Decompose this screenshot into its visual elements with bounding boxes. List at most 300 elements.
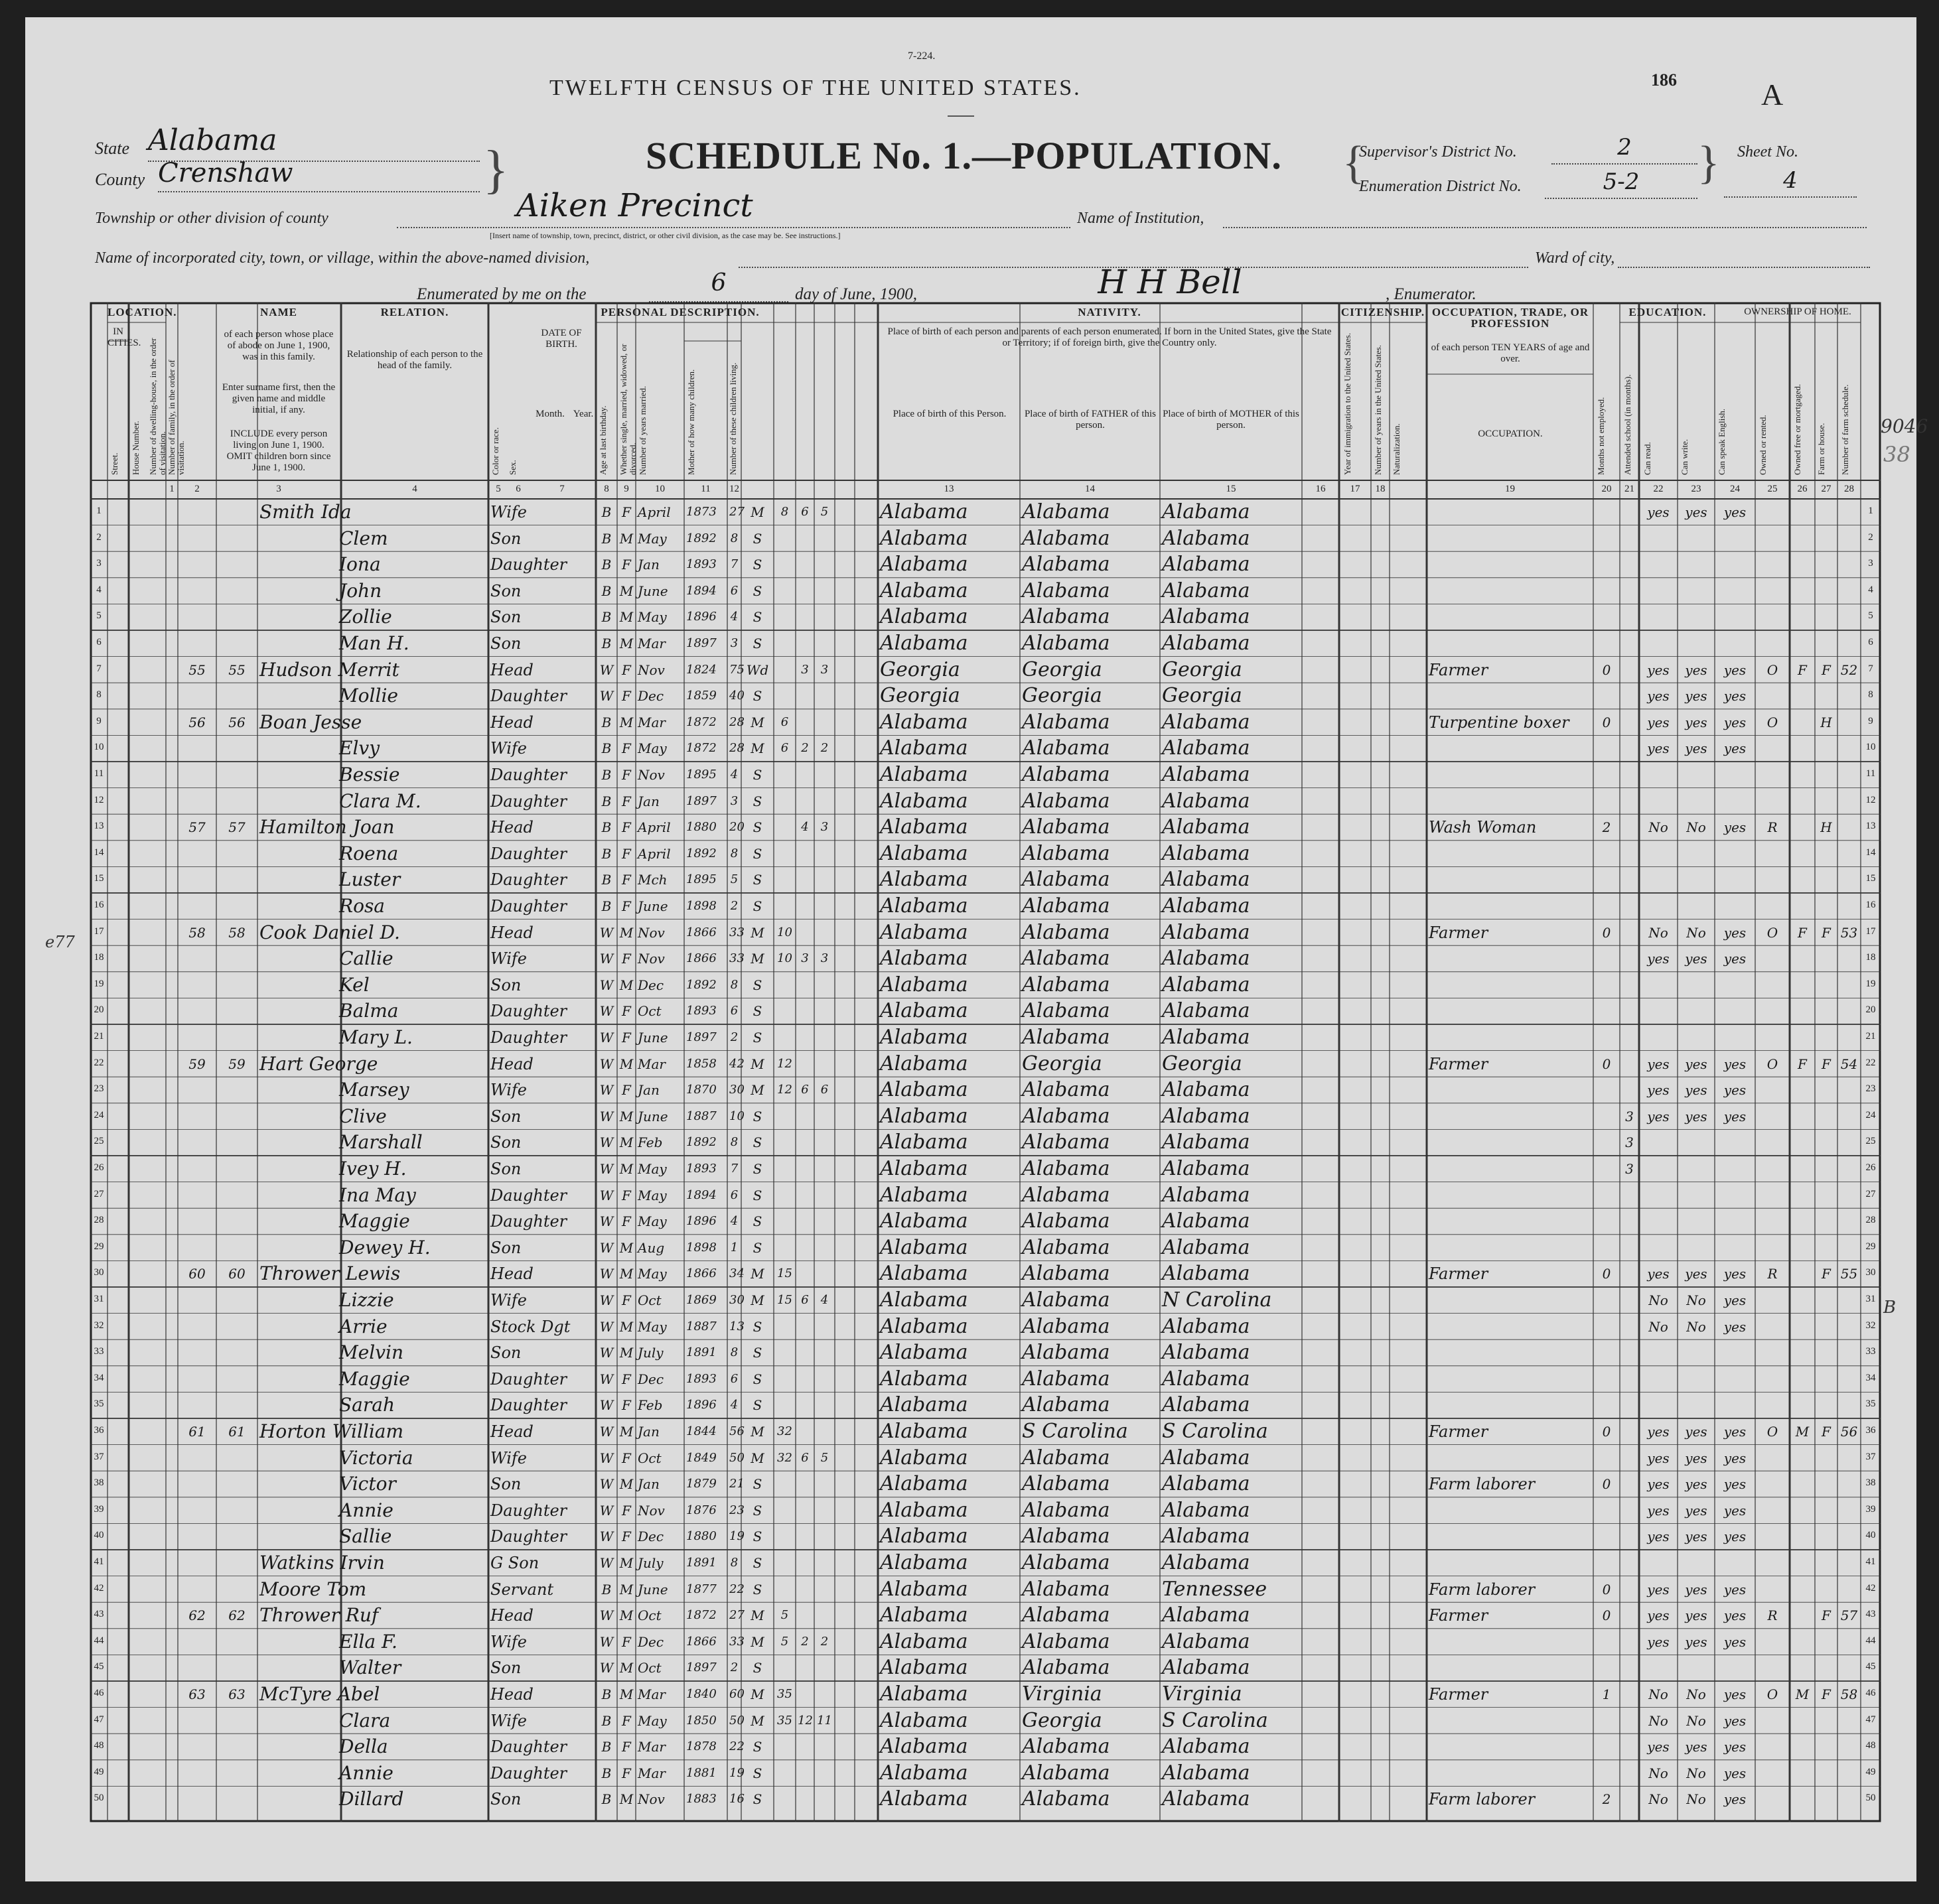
cell-name: Horton William xyxy=(259,1420,404,1442)
cell-moc xyxy=(798,1314,812,1340)
line-number-right: 41 xyxy=(1865,1556,1876,1567)
cell-read xyxy=(1641,525,1676,552)
line-number-right: 11 xyxy=(1865,768,1876,779)
cell-moc xyxy=(798,1681,812,1708)
cell-cl: 3 xyxy=(820,662,829,677)
cell-read xyxy=(1641,762,1676,788)
line-number-left: 13 xyxy=(94,821,104,832)
cell-moc xyxy=(798,1418,812,1445)
line-number-left: 14 xyxy=(94,847,104,858)
cell-cl xyxy=(816,1602,833,1629)
cell-year: 1894 xyxy=(686,1188,717,1202)
cell-fam xyxy=(218,630,255,657)
cell-fob: Alabama xyxy=(1022,736,1110,760)
cell-ms: S xyxy=(753,845,762,862)
cell-color: W xyxy=(599,1633,614,1650)
cell-occ xyxy=(1429,1760,1591,1787)
cell-free xyxy=(1792,1760,1813,1787)
cell-write xyxy=(1680,525,1713,552)
cell-year: 1878 xyxy=(686,1739,717,1754)
cell-read: yes xyxy=(1647,661,1670,678)
cell-fh: F xyxy=(1822,1607,1831,1624)
cell-occ xyxy=(1429,1392,1591,1418)
cell-sch xyxy=(1622,657,1637,683)
cell-ym xyxy=(776,1734,794,1760)
cell-fh xyxy=(1817,578,1835,604)
cell-occ: Farm laborer xyxy=(1429,1475,1536,1494)
cell-dw xyxy=(180,525,214,552)
cell-rel: Daughter xyxy=(490,555,567,575)
cell-read xyxy=(1641,1392,1676,1418)
cell-ym: 10 xyxy=(777,951,792,966)
cell-fob: Alabama xyxy=(1022,1341,1110,1365)
cell-rel: Daughter xyxy=(490,766,567,784)
cell-occ: Farmer xyxy=(1429,1264,1488,1284)
cell-dw xyxy=(180,1208,214,1235)
cell-age: 4 xyxy=(730,610,739,624)
cell-moc: 2 xyxy=(801,741,809,756)
cell-rel: Head xyxy=(490,1422,534,1441)
cell-write: No xyxy=(1686,1791,1706,1808)
cell-occ xyxy=(1429,499,1591,525)
cell-fob: Alabama xyxy=(1022,1472,1110,1496)
header-location: LOCATION. xyxy=(108,306,177,318)
cell-occ xyxy=(1429,1314,1591,1340)
cell-pob: Alabama xyxy=(880,1787,968,1811)
cell-color: W xyxy=(599,1502,614,1519)
cell-free xyxy=(1792,1471,1813,1497)
line-number-right: 28 xyxy=(1865,1215,1876,1226)
cell-fob: Alabama xyxy=(1022,1498,1110,1522)
cell-read: yes xyxy=(1647,1108,1670,1124)
cell-sch xyxy=(1622,551,1637,578)
cell-mob: Alabama xyxy=(1162,632,1250,655)
cell-fh xyxy=(1817,1182,1835,1209)
cell-fob: Georgia xyxy=(1022,1052,1102,1075)
cell-fh xyxy=(1817,998,1835,1024)
cell-sex: F xyxy=(622,1450,631,1466)
cell-fam xyxy=(218,1235,255,1261)
cell-write: yes xyxy=(1685,1082,1707,1099)
cell-fob: S Carolina xyxy=(1022,1420,1128,1443)
cell-color: W xyxy=(599,1055,614,1072)
cell-year: 1866 xyxy=(686,925,717,939)
cell-year: 1897 xyxy=(686,1661,717,1675)
line-number-right: 50 xyxy=(1865,1793,1876,1804)
cell-sex: F xyxy=(622,1213,631,1230)
cell-ms: M xyxy=(751,1424,764,1440)
cell-fam xyxy=(218,735,255,762)
cell-occ xyxy=(1429,945,1591,972)
cell-mob: Alabama xyxy=(1162,1498,1250,1522)
cell-fam: 60 xyxy=(228,1266,246,1282)
cell-fam xyxy=(218,1129,255,1156)
cell-sch xyxy=(1622,1024,1637,1051)
cell-age: 6 xyxy=(730,583,739,598)
cell-mob: Virginia xyxy=(1162,1682,1242,1706)
cell-pob: Alabama xyxy=(880,1551,968,1574)
cell-write: yes xyxy=(1685,1739,1707,1755)
line-number-left: 28 xyxy=(94,1215,104,1226)
cell-write xyxy=(1680,1550,1713,1576)
cell-mu xyxy=(1595,1103,1618,1130)
header-free-mortgaged: Owned free or mortgaged. xyxy=(1792,383,1802,475)
line-number-right: 10 xyxy=(1865,742,1876,753)
cell-rel: Stock Dgt xyxy=(490,1317,571,1336)
cell-pob: Alabama xyxy=(880,632,968,655)
cell-ms: S xyxy=(753,977,762,993)
cell-own xyxy=(1757,1471,1788,1497)
column-number: 23 xyxy=(1691,484,1701,494)
cell-sex: F xyxy=(622,1739,631,1755)
cell-speak: yes xyxy=(1723,504,1747,520)
header-sex: Sex. xyxy=(508,460,518,475)
line-number-left: 30 xyxy=(94,1267,104,1278)
cell-fob: Alabama xyxy=(1022,1314,1110,1338)
cell-dw xyxy=(180,1497,214,1524)
cell-fs xyxy=(1839,1734,1859,1760)
cell-moc: 3 xyxy=(801,662,809,677)
margin-note-left: e77 xyxy=(45,933,75,951)
cell-mob: Alabama xyxy=(1162,736,1250,760)
cell-ms: S xyxy=(753,1318,762,1335)
cell-month: Jan xyxy=(638,1476,660,1493)
cell-pob: Alabama xyxy=(880,1603,968,1627)
cell-sex: F xyxy=(622,898,631,914)
cell-speak xyxy=(1717,1550,1753,1576)
cell-rel: Daughter xyxy=(490,791,567,811)
cell-ms: S xyxy=(753,636,762,651)
cell-moc xyxy=(798,1208,812,1235)
cell-free xyxy=(1792,1287,1813,1314)
cell-fh xyxy=(1817,1287,1835,1314)
cell-age: 19 xyxy=(729,1529,745,1544)
cell-write xyxy=(1680,1182,1713,1209)
cell-moc xyxy=(798,1392,812,1418)
cell-year: 1880 xyxy=(686,820,717,835)
cell-fh xyxy=(1817,630,1835,657)
cell-read xyxy=(1641,893,1676,919)
cell-ms: S xyxy=(753,872,762,888)
cell-mob: Alabama xyxy=(1162,1262,1250,1286)
cell-moc: 6 xyxy=(801,1293,809,1307)
cell-age: 23 xyxy=(729,1503,745,1517)
cell-mu: 0 xyxy=(1602,924,1611,941)
column-number: 22 xyxy=(1653,484,1664,494)
cell-fob: Alabama xyxy=(1022,1629,1110,1653)
cell-fh xyxy=(1817,683,1835,709)
cell-mu: 0 xyxy=(1602,1581,1611,1598)
cell-read xyxy=(1641,578,1676,604)
cell-write: yes xyxy=(1685,1476,1707,1493)
cell-cl xyxy=(816,998,833,1024)
cell-mob: S Carolina xyxy=(1162,1708,1268,1732)
cell-age: 19 xyxy=(729,1765,745,1780)
cell-fob: Alabama xyxy=(1022,763,1110,786)
cell-fob: Alabama xyxy=(1022,999,1110,1023)
county-label: County xyxy=(95,170,145,189)
cell-sch xyxy=(1622,762,1637,788)
cell-fh xyxy=(1817,525,1835,552)
cell-pob: Alabama xyxy=(880,999,968,1023)
cell-speak: yes xyxy=(1723,1082,1747,1099)
cell-name: Marsey xyxy=(339,1079,409,1101)
cell-name: Moore Tom xyxy=(259,1578,367,1600)
cell-fh xyxy=(1817,1445,1835,1471)
cell-ym xyxy=(776,604,794,630)
column-number: 14 xyxy=(1085,484,1095,494)
cell-year: 1872 xyxy=(686,1608,717,1623)
cell-speak xyxy=(1717,788,1753,815)
header-can-read: Can read. xyxy=(1642,442,1652,475)
line-number-left: 41 xyxy=(94,1556,104,1567)
cell-moc xyxy=(798,1602,812,1629)
header-farm-house: Farm or house. xyxy=(1816,423,1826,475)
cell-mob: Alabama xyxy=(1162,947,1250,971)
cell-sex: M xyxy=(619,1555,634,1571)
cell-cl xyxy=(816,1392,833,1418)
column-number: 12 xyxy=(729,484,739,494)
cell-own xyxy=(1757,1129,1788,1156)
cell-sex: F xyxy=(622,845,631,862)
cell-own: O xyxy=(1766,1686,1778,1702)
cell-sex: F xyxy=(622,1765,631,1781)
cell-moc xyxy=(798,578,812,604)
cell-month: Mch xyxy=(638,872,668,888)
cell-own xyxy=(1757,735,1788,762)
cell-rel: Son xyxy=(490,1107,522,1126)
cell-speak xyxy=(1717,578,1753,604)
line-number-right: 37 xyxy=(1865,1451,1876,1462)
cell-mu xyxy=(1595,1392,1618,1418)
cell-sch xyxy=(1622,893,1637,919)
column-number: 27 xyxy=(1821,484,1831,494)
cell-color: W xyxy=(599,1082,614,1099)
cell-pob: Alabama xyxy=(880,1209,968,1233)
cell-fh xyxy=(1817,841,1835,867)
cell-name: Victor xyxy=(339,1473,396,1495)
cell-sex: M xyxy=(619,1424,634,1440)
cell-month: Nov xyxy=(638,661,665,678)
line-number-left: 39 xyxy=(94,1503,104,1515)
line-number-right: 23 xyxy=(1865,1083,1876,1095)
cell-dw xyxy=(180,578,214,604)
cell-cl xyxy=(816,1734,833,1760)
line-number-right: 26 xyxy=(1865,1162,1876,1173)
cell-mob: Tennessee xyxy=(1162,1577,1267,1601)
cell-color: W xyxy=(599,1003,614,1020)
cell-write: yes xyxy=(1685,661,1707,678)
cell-read: yes xyxy=(1647,714,1670,730)
cell-sex: F xyxy=(622,661,631,678)
line-number-left: 35 xyxy=(94,1398,104,1410)
cell-occ xyxy=(1429,735,1591,762)
cell-age: 2 xyxy=(730,1030,739,1044)
cell-dw xyxy=(180,1129,214,1156)
cell-color: B xyxy=(601,557,612,573)
cell-pob: Alabama xyxy=(880,605,968,629)
cell-mob: Alabama xyxy=(1162,605,1250,629)
cell-fob: Alabama xyxy=(1022,1183,1110,1207)
cell-fs xyxy=(1839,1523,1859,1550)
cell-fob: Alabama xyxy=(1022,920,1110,944)
cell-fob: Georgia xyxy=(1022,684,1102,708)
cell-fs: 58 xyxy=(1840,1686,1858,1702)
cell-read: No xyxy=(1648,1292,1668,1308)
cell-color: W xyxy=(599,977,614,993)
cell-sex: M xyxy=(619,530,634,547)
cell-age: 4 xyxy=(730,1214,739,1229)
cell-pob: Alabama xyxy=(880,1708,968,1732)
cell-cl xyxy=(816,551,833,578)
cell-cl xyxy=(816,866,833,893)
line-number-left: 26 xyxy=(94,1162,104,1173)
cell-own: R xyxy=(1767,1266,1778,1282)
cell-sch xyxy=(1622,525,1637,552)
cell-cl xyxy=(816,1681,833,1708)
cell-occ xyxy=(1429,630,1591,657)
cell-ms: S xyxy=(753,609,762,626)
cell-own: O xyxy=(1766,661,1778,678)
cell-ym: 35 xyxy=(777,1687,792,1701)
cell-own xyxy=(1757,1314,1788,1340)
cell-year: 1895 xyxy=(686,768,717,782)
cell-speak xyxy=(1717,1366,1753,1393)
cell-occ xyxy=(1429,1497,1591,1524)
header-education: EDUCATION. xyxy=(1628,306,1707,318)
cell-moc xyxy=(798,1156,812,1182)
cell-own xyxy=(1757,1287,1788,1314)
cell-fam xyxy=(218,972,255,998)
cell-sex: M xyxy=(619,714,634,730)
column-number: 20 xyxy=(1601,484,1612,494)
cell-age: 2 xyxy=(730,899,739,913)
cell-free xyxy=(1792,630,1813,657)
cell-read: yes xyxy=(1647,1502,1670,1519)
cell-fam xyxy=(218,1576,255,1603)
cell-pob: Alabama xyxy=(880,1472,968,1496)
cell-cl xyxy=(816,1786,833,1812)
cell-fh xyxy=(1817,1366,1835,1393)
cell-fob: Alabama xyxy=(1022,841,1110,865)
cell-sex: F xyxy=(622,557,631,573)
cell-moc xyxy=(798,604,812,630)
cell-mob: Alabama xyxy=(1162,868,1250,892)
cell-fam: 59 xyxy=(228,1055,246,1072)
cell-mu xyxy=(1595,1760,1618,1787)
cell-ym xyxy=(776,1156,794,1182)
cell-sch xyxy=(1622,1708,1637,1734)
cell-year: 1866 xyxy=(686,1266,717,1281)
cell-color: W xyxy=(599,1371,614,1387)
cell-sex: M xyxy=(619,1660,634,1676)
line-number-left: 10 xyxy=(94,742,104,753)
cell-occ xyxy=(1429,866,1591,893)
header-street: Street. xyxy=(109,452,119,475)
cell-name: McTyre Abel xyxy=(259,1683,380,1705)
cell-dw xyxy=(180,1550,214,1576)
cell-rel: Servant xyxy=(490,1580,554,1599)
cell-write xyxy=(1680,1339,1713,1366)
cell-mob: Alabama xyxy=(1162,1026,1250,1049)
cell-fam: 62 xyxy=(228,1607,246,1624)
cell-moc xyxy=(798,709,812,736)
cell-age: 42 xyxy=(729,1056,745,1071)
enumerated-day: 6 xyxy=(649,269,788,303)
cell-age: 50 xyxy=(729,1450,745,1465)
cell-mob: Alabama xyxy=(1162,1525,1250,1548)
line-number-left: 2 xyxy=(96,531,102,543)
cell-age: 40 xyxy=(729,689,745,703)
cell-fh xyxy=(1817,1523,1835,1550)
cell-pob: Alabama xyxy=(880,553,968,577)
cell-cl xyxy=(816,1051,833,1077)
cell-fs xyxy=(1839,578,1859,604)
cell-rel: G Son xyxy=(490,1554,539,1572)
cell-name: Ella F. xyxy=(339,1630,397,1653)
cell-color: B xyxy=(601,740,612,757)
cell-read xyxy=(1641,1024,1676,1051)
cell-ym xyxy=(776,1760,794,1787)
cell-speak: yes xyxy=(1723,1686,1747,1702)
cell-read: yes xyxy=(1647,504,1670,520)
cell-moc: 6 xyxy=(801,1083,809,1097)
cell-occ xyxy=(1429,1445,1591,1471)
cell-write xyxy=(1680,1392,1713,1418)
cell-fs xyxy=(1839,1208,1859,1235)
cell-age: 60 xyxy=(729,1687,745,1701)
cell-pob: Georgia xyxy=(880,684,960,708)
cell-ym xyxy=(776,1024,794,1051)
cell-own xyxy=(1757,1708,1788,1734)
line-number-left: 1 xyxy=(96,506,102,516)
cell-pob: Alabama xyxy=(880,1735,968,1759)
cell-mob: Alabama xyxy=(1162,1209,1250,1233)
cell-fh xyxy=(1817,1786,1835,1812)
cell-read xyxy=(1641,1339,1676,1366)
cell-pob: Alabama xyxy=(880,1498,968,1522)
cell-name: Dillard xyxy=(339,1788,404,1810)
cell-mu: 2 xyxy=(1602,1791,1611,1808)
cell-mu xyxy=(1595,1339,1618,1366)
cell-cl: 11 xyxy=(817,1713,832,1728)
cell-sex: F xyxy=(622,1371,631,1387)
cell-color: W xyxy=(599,1266,614,1282)
cell-fs xyxy=(1839,1392,1859,1418)
cell-pob: Alabama xyxy=(880,1052,968,1075)
cell-fob: Virginia xyxy=(1022,1682,1102,1706)
cell-read xyxy=(1641,1182,1676,1209)
line-number-right: 9 xyxy=(1868,715,1873,726)
cell-sex: F xyxy=(622,1082,631,1099)
cell-moc: 12 xyxy=(798,1713,813,1728)
cell-occ xyxy=(1429,551,1591,578)
cell-name: Bessie xyxy=(339,764,400,785)
line-number-right: 35 xyxy=(1865,1398,1876,1410)
cell-moc xyxy=(798,1655,812,1681)
cell-own xyxy=(1757,1786,1788,1812)
cell-ym: 8 xyxy=(780,505,789,519)
cell-mu xyxy=(1595,1024,1618,1051)
cell-free xyxy=(1792,1550,1813,1576)
cell-color: W xyxy=(599,1318,614,1335)
cell-ym xyxy=(776,1523,794,1550)
cell-free xyxy=(1792,1445,1813,1471)
cell-pob: Alabama xyxy=(880,736,968,760)
cell-year: 1877 xyxy=(686,1582,717,1596)
cell-occ xyxy=(1429,1077,1591,1103)
cell-rel: Wife xyxy=(490,503,528,521)
